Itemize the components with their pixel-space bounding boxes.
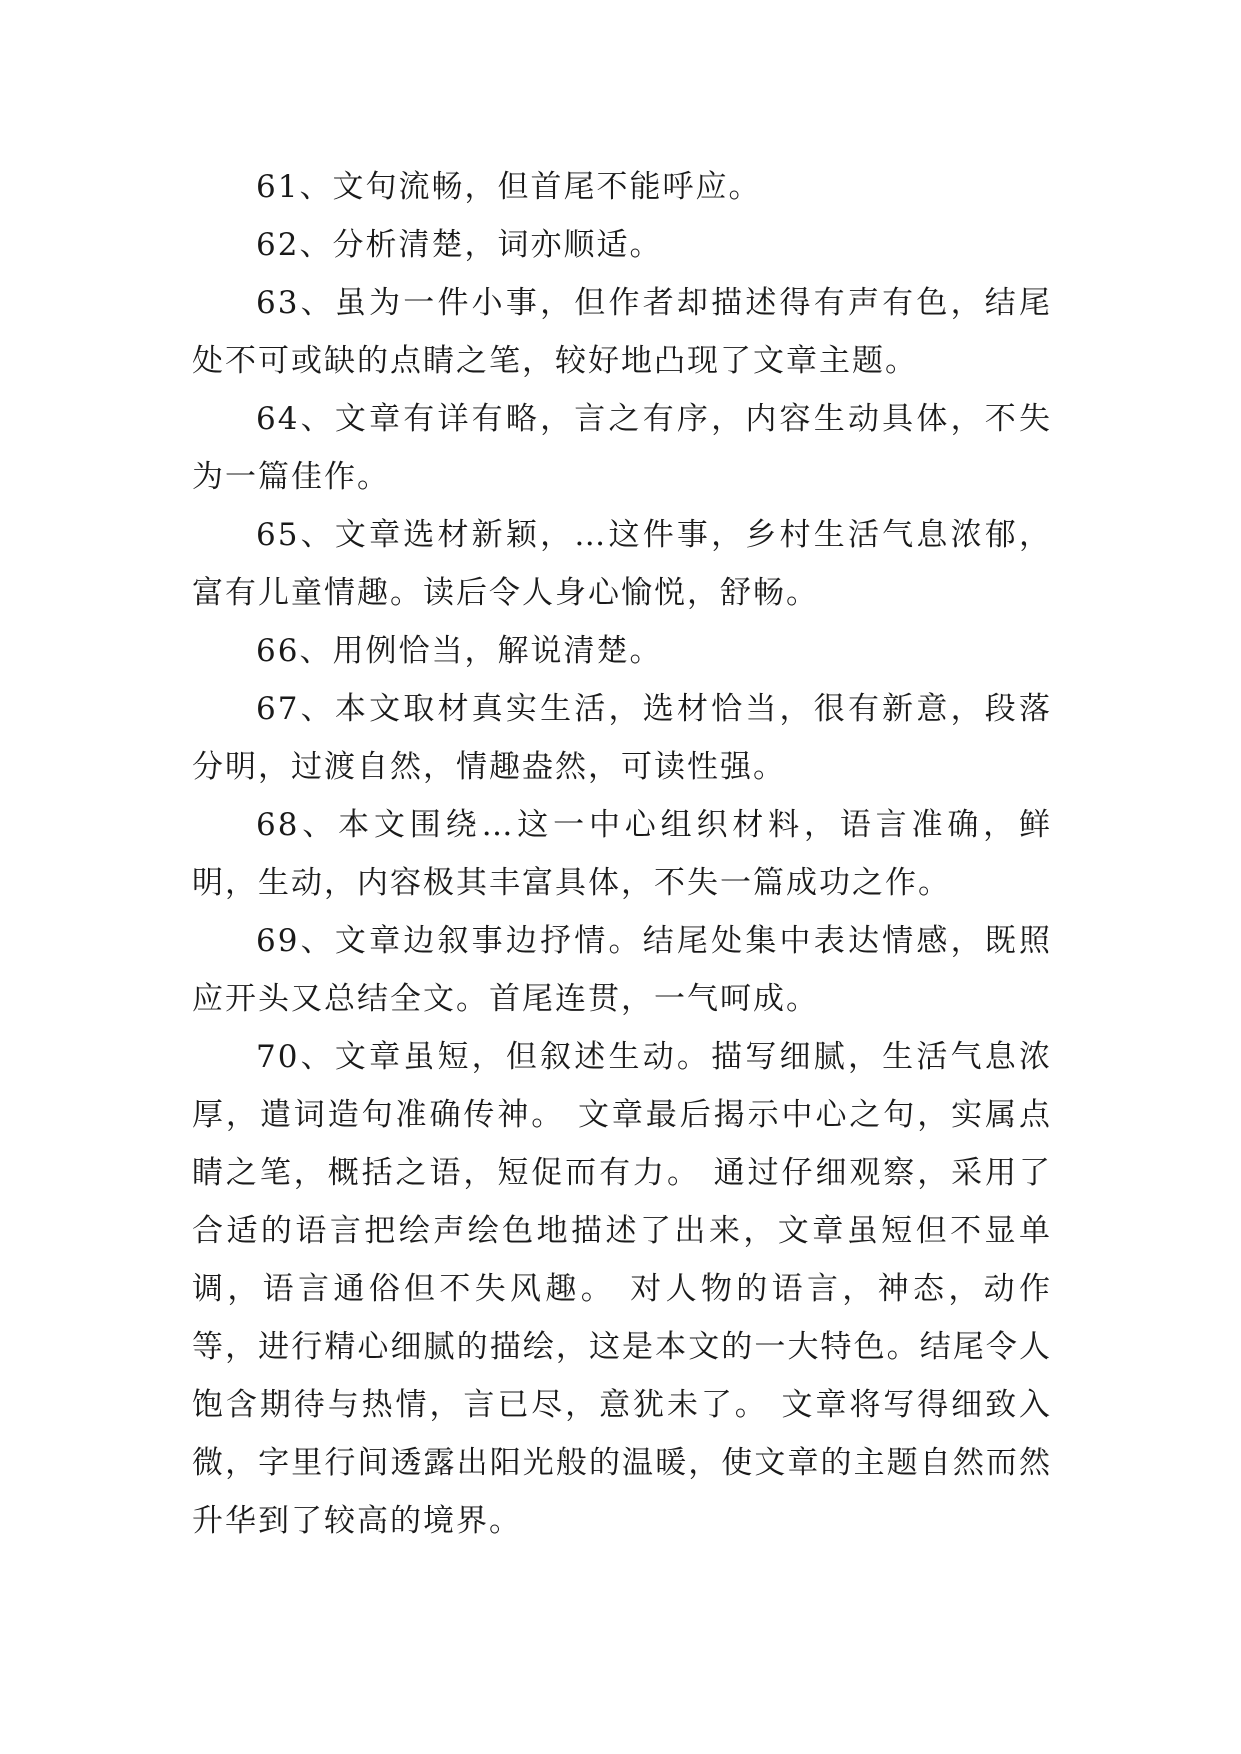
comment-paragraph-69: 69、文章边叙事边抒情。结尾处集中表达情感，既照应开头又总结全文。首尾连贯，一气呵成。 [192, 923, 1052, 1017]
comment-paragraph-66: 66、用例恰当，解说清楚。 [256, 633, 663, 669]
document-body [192, 158, 1052, 1550]
comment-paragraph-70: 70、文章虽短，但叙述生动。描写细腻，生活气息浓厚，遣词造句准确传神。 文章最后揭示中心之句，实属点睛之笔，概括之语，短促而有力。 通过仔细观察，采用了合适的语言把绘声绘色地描述了出来，文章虽短但不显单调，语言通俗但不失风趣。 对人物的语言，神态，动作等，进行精心细腻的描绘，这是本文的一大特色。结尾令人饱含期待与热情，言已尽，意犹未了。 文章将写得细致入微，字里行间透露出阳光般的温暖，使文章的主题自然而然升华到了较高的境界。 [192, 1039, 1052, 1539]
comment-paragraph-68: 68、本文围绕…这一中心组织材料，语言准确，鲜明，生动，内容极其丰富具体，不失一篇成功之作。 [192, 807, 1052, 901]
comment-paragraph-67: 67、本文取材真实生活，选材恰当，很有新意，段落分明，过渡自然，情趣盎然，可读性强。 [192, 691, 1052, 785]
comment-paragraph-63: 63、虽为一件小事，但作者却描述得有声有色，结尾处不可或缺的点睛之笔，较好地凸现了文章主题。 [192, 285, 1052, 379]
comment-paragraph-64: 64、文章有详有略，言之有序，内容生动具体，不失为一篇佳作。 [192, 401, 1052, 495]
comment-paragraph-62: 62、分析清楚，词亦顺适。 [256, 227, 663, 263]
comment-paragraph-65: 65、文章选材新颖，…这件事，乡村生活气息浓郁，富有儿童情趣。读后令人身心愉悦，舒畅。 [192, 517, 1052, 611]
comment-paragraph-61: 61、文句流畅，但首尾不能呼应。 [256, 169, 762, 205]
